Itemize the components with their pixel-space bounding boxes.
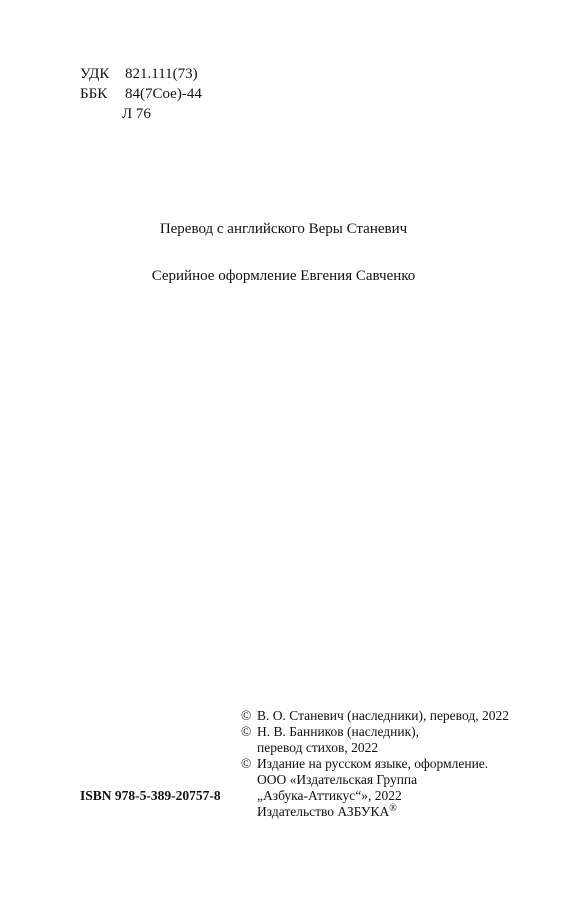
copyright-entry (241, 724, 509, 756)
copyright-mark: © (241, 708, 252, 723)
registered-mark: ® (389, 803, 397, 814)
copyright-line: В. О. Станевич (наследники), перевод, 2022 (257, 708, 509, 723)
design-credit: Серийное оформление Евгения Савченко (151, 268, 416, 284)
bbk-label: ББК (80, 86, 108, 102)
publisher-name: Издательство АЗБУКА (257, 804, 390, 819)
translation-credit: Перевод с английского Веры Станевич (159, 221, 408, 237)
copyright-line: ООО «Издательская Группа (257, 772, 418, 787)
classification-block (80, 64, 202, 124)
publisher-line (257, 804, 488, 820)
copyright-mark: © (241, 756, 252, 771)
bbk-row (80, 84, 202, 104)
author-mark: Л 76 (122, 106, 151, 122)
copyright-entry (241, 708, 509, 724)
copyright-line: перевод стихов, 2022 (257, 740, 379, 755)
copyright-entry (241, 756, 509, 820)
copyright-mark: © (241, 724, 252, 739)
udk-value: 821.111(73) (125, 66, 198, 82)
udk-label: УДК (80, 66, 110, 82)
copyright-line: Н. В. Банников (наследник), (257, 724, 420, 739)
bbk-value: 84(7Сое)-44 (125, 86, 202, 102)
author-mark-row (80, 104, 202, 124)
udk-row (80, 64, 202, 84)
copyright-line: „Азбука-Аттикус“», 2022 (257, 788, 402, 803)
isbn: ISBN 978-5-389-20757-8 (80, 788, 221, 803)
copyright-line: Издание на русском языке, оформление. (257, 756, 489, 771)
copyright-block (241, 708, 509, 820)
